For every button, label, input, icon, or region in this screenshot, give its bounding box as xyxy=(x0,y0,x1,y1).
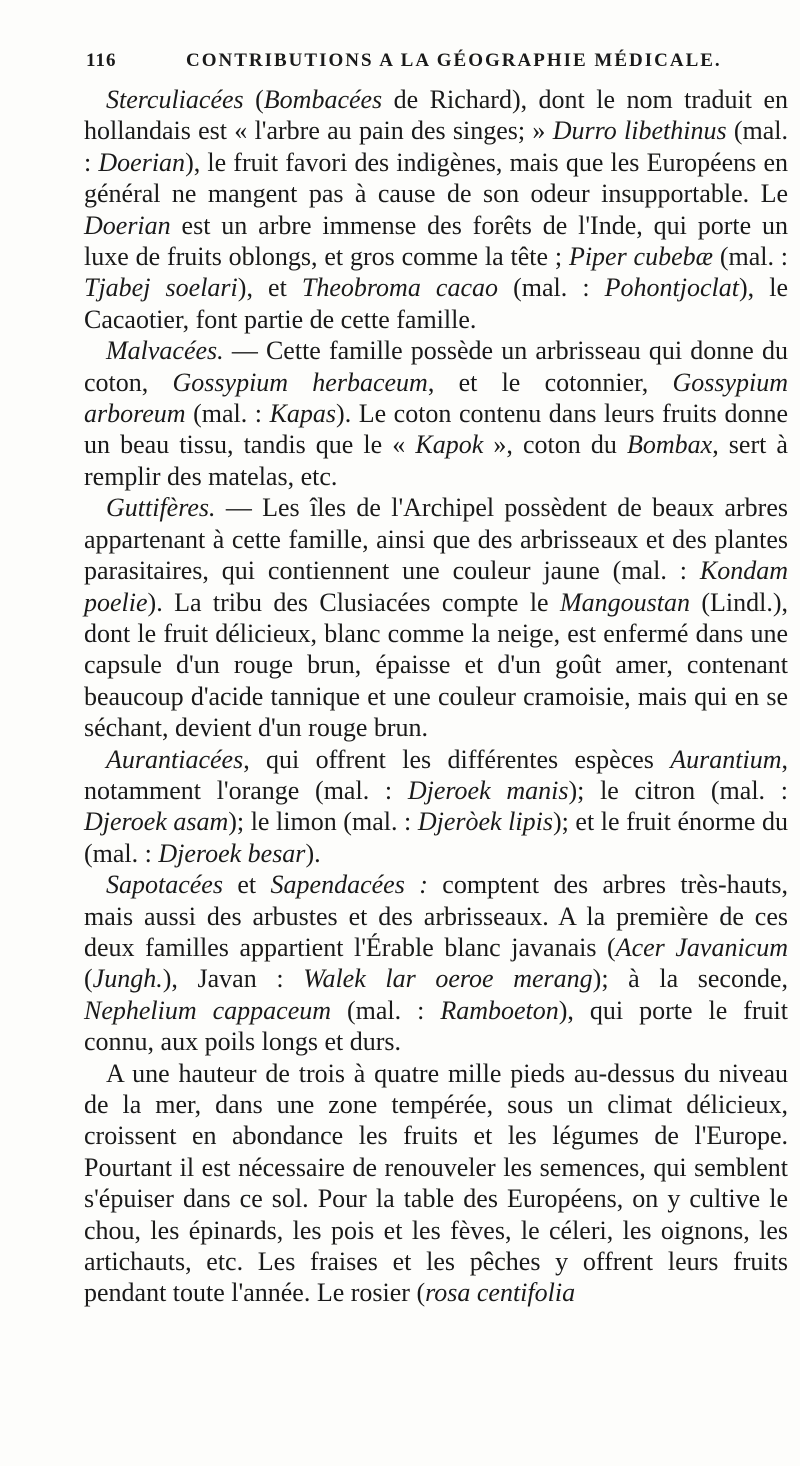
text-run: ), qui porte le fruit connu, aux poils longs et durs. xyxy=(84,995,789,1057)
term: Aurantium xyxy=(670,744,782,774)
text-run: (mal. : xyxy=(331,995,441,1025)
text-run: (mal. : xyxy=(498,273,605,303)
text-run: ), Javan : xyxy=(162,964,304,994)
text-run: — Les îles de l'Archipel possèdent de beaux arbres appartenant à cette famille, ainsi que des arbrisseaux et des plantes parasitaires, qui contiennent une couleur jaune (mal. : xyxy=(84,493,788,586)
text-run: ), et xyxy=(237,273,302,303)
term: Djeroek manis xyxy=(407,775,569,805)
body-text xyxy=(84,84,788,1309)
term: Bombax xyxy=(626,430,713,460)
term: Sapotacées xyxy=(106,870,223,900)
text-run: (mal. : xyxy=(712,242,789,272)
running-title: CONTRIBUTIONS A LA GÉOGRAPHIE MÉDICALE. xyxy=(186,50,722,71)
text-run: de Richard), dont le nom traduit en hollandais est « l'arbre au pain des singes; » xyxy=(84,85,788,146)
paragraph-sapotacees xyxy=(84,869,788,1057)
term: Pohontjoclat xyxy=(604,273,739,303)
term: Nephelium cappaceum xyxy=(84,995,332,1025)
text-run: ); à la seconde, xyxy=(592,964,788,994)
term: Djeròek lipis xyxy=(417,807,553,837)
text-run: ). Le coton contenu dans leurs fruits donne un beau tissu, tandis que le « xyxy=(84,399,788,460)
text-run: et xyxy=(222,870,271,900)
text-run: ); et le fruit énorme du (mal. : xyxy=(84,807,788,868)
term: Djeroek besar xyxy=(158,838,306,868)
term: Theobroma cacao xyxy=(301,273,499,303)
paragraph-sterculiacees xyxy=(84,84,788,335)
term: Doerian xyxy=(98,147,186,177)
paragraph-malvacees xyxy=(84,335,788,492)
paragraph-aurantiacees xyxy=(84,744,788,870)
text-run: A une hauteur de trois à quatre mille pieds au-dessus du niveau de la mer, dans une zone tempérée, sous un climat délicieux, croissent en abondance les fruits et les légumes de l'Europe. Pourtant il est nécessaire de renouveler les semences, qui semblent s'épuiser dans ce sol. Pour la table des Européens, on y cultive le chou, les épinards, les pois et les fèves, le céleri, les oignons, les artichauts, etc. Les fraises et les pêches y offrent leurs fruits pendant toute l'année. Le rosier ( xyxy=(84,1058,788,1308)
text-run: ); le limon (mal. : xyxy=(228,807,418,837)
page-header xyxy=(86,50,792,80)
text-run: (Lindl.), dont le fruit délicieux, blanc comme la neige, est enfermé dans une capsule d'un rouge brun, épaisse et d'un goût amer, contenant beaucoup d'acide tannique et une couleur cramoisie, mais qui en se séchant, devient d'un rouge brun. xyxy=(84,587,788,743)
term: Walek lar oeroe merang xyxy=(303,964,593,994)
term: Kapas xyxy=(269,399,337,429)
text-run: — Cette famille possède un arbrisseau qui donne du coton, xyxy=(84,336,788,397)
term: Gossypium herbaceum xyxy=(172,367,428,397)
term: Sapendacées : xyxy=(270,870,428,900)
paragraph-guttiferes xyxy=(84,492,788,743)
term: Kondam poelie xyxy=(84,556,788,617)
text-run: ); le citron (mal. : xyxy=(568,775,788,805)
paragraph-zone-temperee xyxy=(84,1058,788,1309)
term: Doerian xyxy=(84,210,171,240)
term: Bombacées xyxy=(263,85,383,114)
term: Gossypium arboreum xyxy=(84,367,789,429)
term: Aurantiacées xyxy=(106,744,244,774)
text-run: , notamment l'orange (mal. : xyxy=(84,744,788,805)
term: Jungh. xyxy=(92,964,163,994)
term: Durro libethinus xyxy=(552,116,727,146)
term: Guttifères. xyxy=(106,493,216,523)
text-run: , qui offrent les différentes espèces xyxy=(243,744,671,774)
term: Kapok xyxy=(415,430,484,460)
term: Mangoustan xyxy=(559,587,690,617)
term: Ramboeton xyxy=(440,995,559,1025)
text-run: ( xyxy=(84,964,93,994)
text-run: (mal. : xyxy=(185,399,270,429)
page-number: 116 xyxy=(86,50,117,71)
text-run: », coton du xyxy=(483,430,627,460)
term: Sterculiacées xyxy=(106,85,244,114)
text-run: comptent des arbres très-hauts, mais aussi des arbustes et des arbrisseaux. A la première de ces deux familles appartient l'Érable blanc javanais ( xyxy=(84,870,789,962)
term: rosa centifolia xyxy=(425,1278,576,1308)
text-run: , et le cotonnier, xyxy=(427,367,673,397)
text-run: , sert à remplir des matelas, etc. xyxy=(84,430,788,491)
term: Acer Javanicum xyxy=(615,932,788,962)
text-run: ). La tribu des Clusiacées compte le xyxy=(147,587,560,617)
term: Tjabej soelari xyxy=(84,273,238,303)
text-run: ( xyxy=(243,85,264,114)
text-run: ), le fruit favori des indigènes, mais que les Européens en général ne mangent pas à cause de son odeur insupportable. Le xyxy=(84,147,788,209)
text-run: est un arbre immense des forêts de l'Inde, qui porte un luxe de fruits oblongs, et gros comme la tête ; xyxy=(84,210,788,272)
term: Piper cubebæ xyxy=(568,242,713,272)
text-run: (mal. : xyxy=(84,116,788,177)
term: Malvacées. xyxy=(106,336,224,366)
text-run: ), le Cacaotier, font partie de cette famille. xyxy=(84,273,789,334)
term: Djeroek asam xyxy=(84,807,229,837)
text-run: ). xyxy=(305,838,321,868)
